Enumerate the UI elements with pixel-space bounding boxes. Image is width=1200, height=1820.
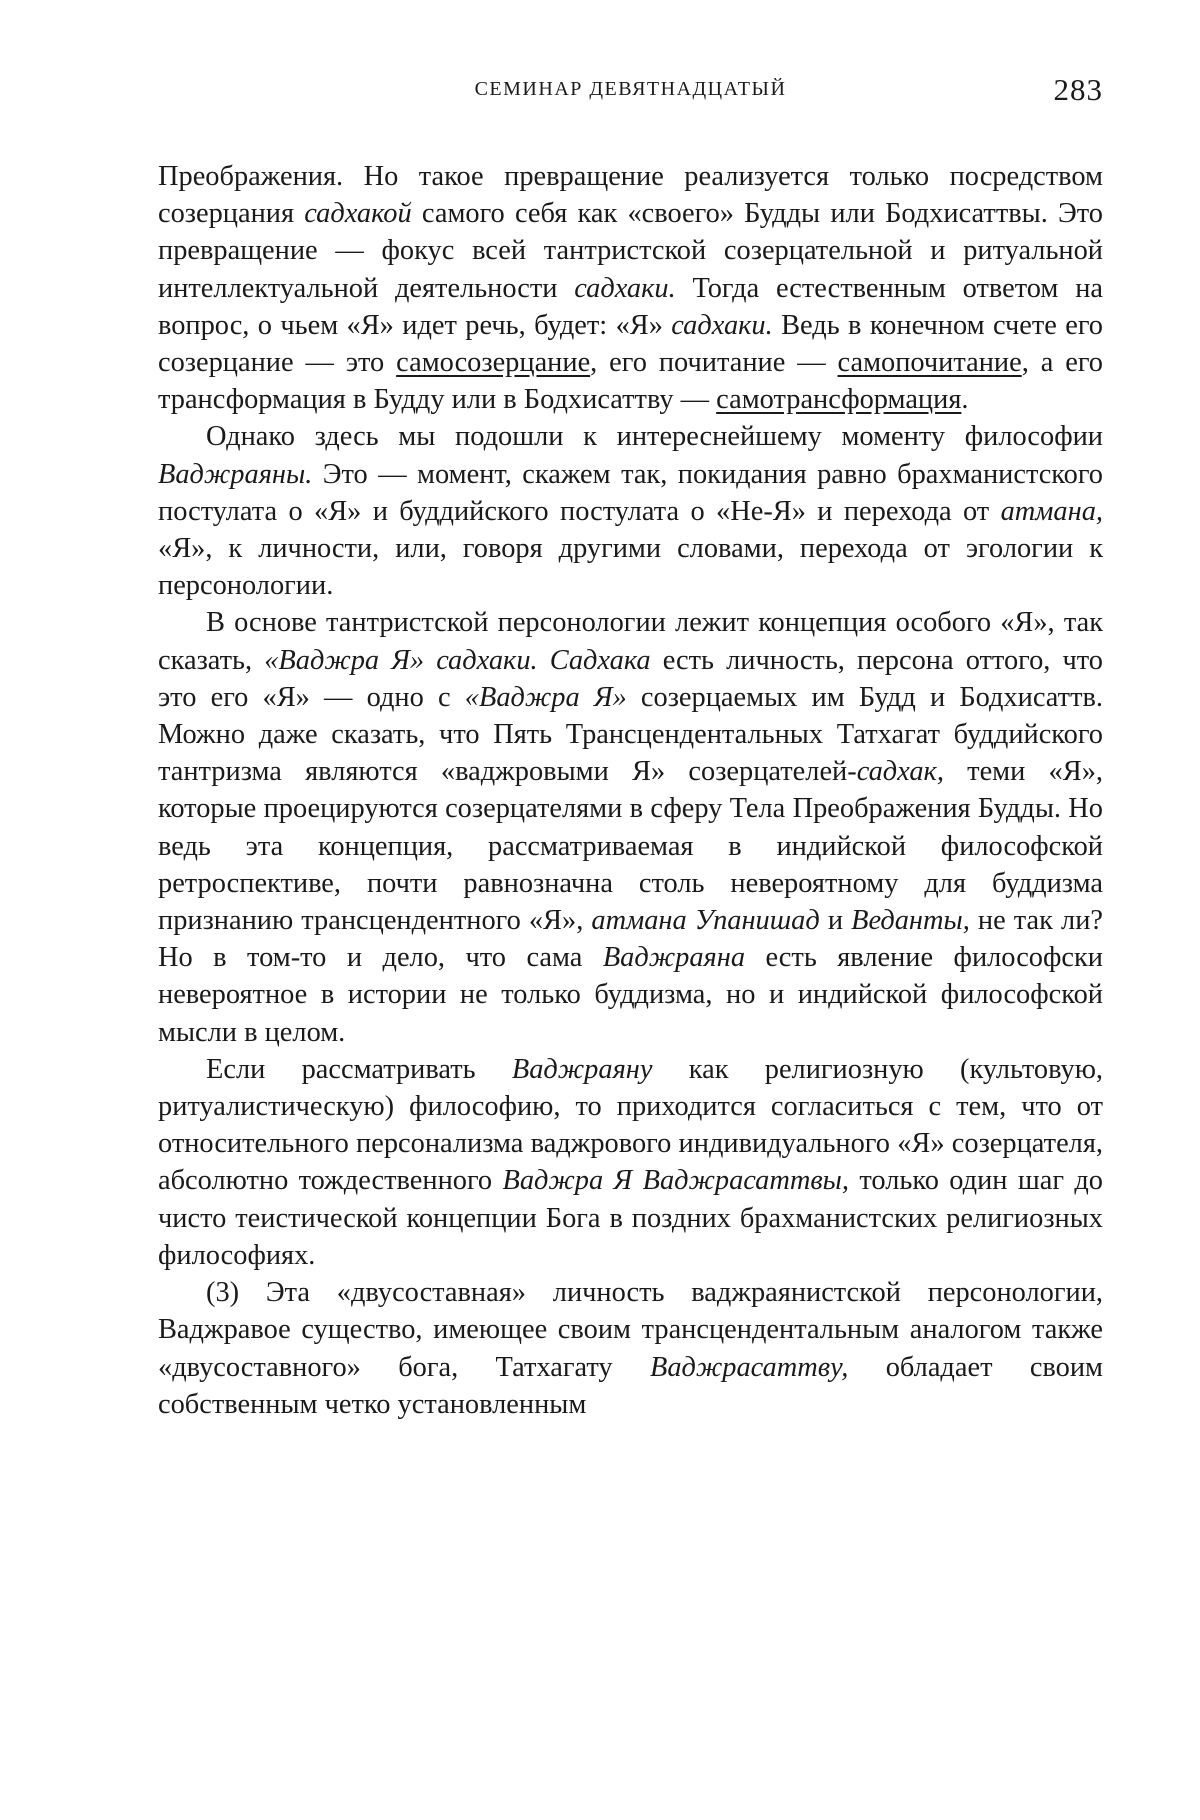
italic-text: садхаки. — [671, 309, 773, 341]
underlined-text: самотрансформация — [716, 384, 962, 416]
underlined-text: самопочитание — [837, 347, 1022, 379]
italic-text: садхаки. — [574, 272, 676, 304]
italic-text: Ваджра Я Ваджрасаттвы, — [502, 1165, 850, 1197]
text-run: В основе тантристской персонологии лежит концепция особого «Я», так сказать, — [158, 607, 1103, 676]
italic-text: садхакой — [304, 198, 412, 230]
text-run: (3) Эта «двусоставная» личность ваджраянистской персонологии, Ваджравое существо, имеющее своим трансцендентальным аналогом также «двусоставного» бога, Татхагату — [158, 1277, 1103, 1383]
paragraph — [158, 604, 1103, 1050]
italic-text: Ваджраяна — [602, 942, 746, 974]
italic-text: Ваджраяну — [511, 1053, 653, 1085]
italic-text: «Ваджра Я» — [464, 681, 627, 713]
italic-text: атмана, — [1000, 495, 1103, 527]
italic-text: Веданты, — [851, 905, 970, 937]
paragraph — [158, 158, 1103, 418]
text-run: Ведь в конечном счете его созерцание — это — [158, 309, 1103, 379]
text-run: Если рассматривать — [206, 1053, 512, 1085]
text-run: , а его трансформация в Будду или в Бодхисаттву — — [158, 347, 1103, 416]
text-run: «Я», к личности, или, говоря другими словами, перехода от эгологии к персонологии. — [158, 533, 1103, 602]
text-run: не так ли? Но в том-то и дело, что сама — [158, 905, 1103, 974]
text-run: самого себя как «своего» Будды или Бодхисаттвы. Это превращение — фокус всей тантристской созерцательной и ритуальной интеллектуальной деятельности — [158, 198, 1103, 304]
text-run: обладает своим собственным четко установленным — [158, 1351, 1103, 1420]
text-run: Тогда естественным ответом на вопрос, о чьем «Я» идет речь, будет: «Я» — [158, 272, 1103, 341]
text-run: , его почитание — — [590, 347, 838, 379]
italic-text: «Ваджра Я» садхаки. Садхака — [264, 644, 651, 676]
text-run: . — [961, 384, 969, 416]
text-run: Однако здесь мы подошли к интереснейшему моменту философии — [206, 421, 1103, 453]
paragraph — [158, 1274, 1103, 1423]
italic-text: Ваджраяны. — [158, 458, 313, 490]
text-run: есть личность, персона оттого, что это его «Я» — одно с — [158, 644, 1103, 713]
running-head — [158, 72, 1103, 112]
text-run: и — [819, 905, 852, 937]
paragraph — [158, 418, 1103, 604]
italic-text: садхак, — [856, 756, 944, 788]
underlined-text: самосозерцание — [396, 347, 591, 379]
text-run: только один шаг до чисто теистической концепции Бога в поздних брахманистских религиозных философиях. — [158, 1165, 1103, 1271]
paragraph — [158, 1051, 1103, 1274]
text-run: Преображения. Но такое превращение реализуется только посредством созерцания — [158, 161, 1103, 230]
running-title: СЕМИНАР ДЕВЯТНАДЦАТЫЙ — [474, 78, 787, 100]
text-run: Это — момент, скажем так, покидания равно брахманистского постулата о «Я» и буддийского постулата о «Не-Я» и перехода от — [158, 458, 1103, 527]
page-number: 283 — [1053, 72, 1103, 107]
italic-text: Ваджрасаттву, — [649, 1351, 849, 1383]
text-run: есть явление философски невероятное в истории не только буддизма, но и индийской философской мысли в целом. — [158, 942, 1103, 1048]
text-run: созерцаемых им Будд и Бодхисаттв. Можно даже сказать, что Пять Трансцендентальных Татхагат буддийского тантризма являются «ваджровыми Я» созерцателей- — [158, 681, 1103, 788]
body-text — [158, 158, 1103, 1423]
text-run: теми «Я», которые проецируются созерцателями в сферу Тела Преображения Будды. Но ведь эта концепция, рассматриваемая в индийской философской ретроспективе, почти равнозначна столь невероятному для буддизма признанию трансцендентного «Я», — [158, 756, 1103, 937]
italic-text: атмана Упанишад — [591, 905, 820, 937]
text-run: как религиозную (культовую, ритуалистическую) философию, то приходится согласиться с тем, что от относительного персонализма ваджрового индивидуального «Я» созерцателя, абсолютно тождественного — [158, 1053, 1104, 1197]
